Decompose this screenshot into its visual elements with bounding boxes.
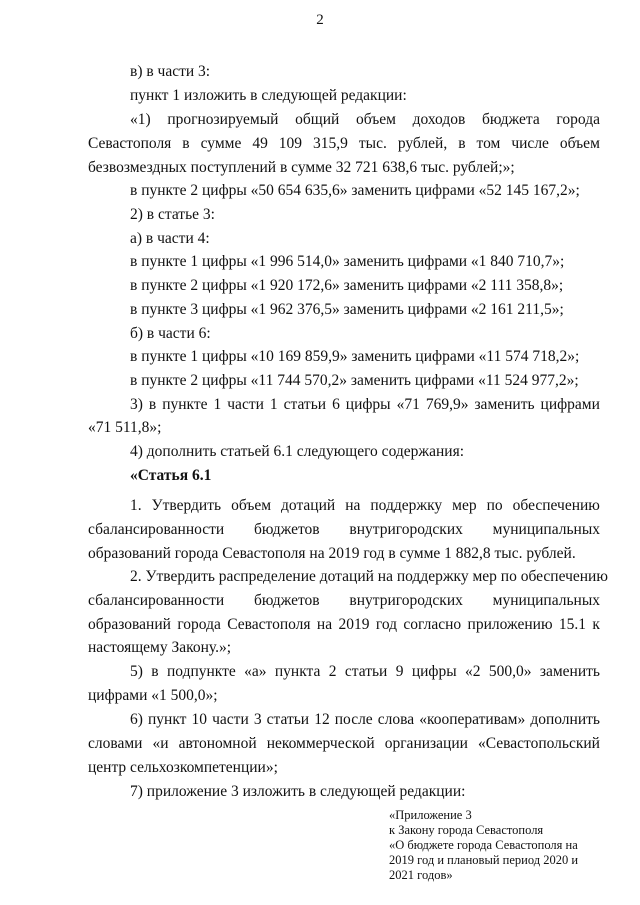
text-line xyxy=(130,496,600,515)
word: Утвердить xyxy=(151,497,222,514)
word: 3 xyxy=(253,711,262,728)
word: общий xyxy=(295,111,340,128)
word: «71 xyxy=(396,396,420,413)
page-number: 2 xyxy=(316,12,324,28)
word: «а» xyxy=(244,663,267,680)
word: цифры xyxy=(345,396,391,413)
text-line: 2) в статье 3: xyxy=(130,206,215,223)
word: 500,0» xyxy=(488,663,532,680)
word: объем xyxy=(355,111,396,128)
text-line xyxy=(130,662,600,681)
word: прогнозируемый xyxy=(167,111,279,128)
word: 6) xyxy=(130,711,143,728)
text-line xyxy=(130,395,600,414)
text-line: в) в части 3: xyxy=(130,63,211,80)
text-line: а) в части 4: xyxy=(130,230,210,247)
word: некоммерческой xyxy=(266,735,375,752)
word: 2019 xyxy=(338,616,370,633)
word: города xyxy=(556,111,600,128)
word: муниципальных xyxy=(492,592,600,609)
text-line: в пункте 2 цифры «50 654 635,6» заменить цифрами «52 145 167,2»; xyxy=(130,182,580,199)
word: в xyxy=(148,396,157,413)
word: цифрами xyxy=(540,396,600,413)
word: внутригородских xyxy=(349,521,463,538)
word: пункт xyxy=(148,711,187,728)
text-line xyxy=(88,734,600,753)
text-line: в пункте 3 цифры «1 962 376,5» заменить цифрами «2 161 211,5»; xyxy=(130,301,564,318)
word: после xyxy=(334,711,373,728)
word: 3) xyxy=(130,396,143,413)
text-line xyxy=(130,710,600,729)
word: 2 xyxy=(328,663,337,680)
word: 1 xyxy=(213,396,222,413)
word: 1 xyxy=(269,396,278,413)
word: статьи xyxy=(344,663,388,680)
article-heading: «Статья 6.1 xyxy=(130,467,212,484)
word: год xyxy=(375,616,398,633)
word: заменить xyxy=(539,663,600,680)
appendix-line: 2021 годов» xyxy=(389,868,453,882)
word: в xyxy=(458,135,466,152)
word: сбалансированности xyxy=(88,521,225,538)
word: объем xyxy=(231,497,272,514)
word: тыс. xyxy=(358,135,387,152)
text-line: пункт 1 изложить в следующей редакции: xyxy=(130,87,407,104)
word: 109 xyxy=(278,135,303,152)
word: 12 xyxy=(314,711,330,728)
word: части xyxy=(212,711,249,728)
text-line: центр сельхозкомпетенции»; xyxy=(88,759,278,776)
appendix-line: к Закону города Севастополя xyxy=(389,823,544,837)
appendix-line: «Приложение 3 xyxy=(389,808,472,822)
word: бюджетов xyxy=(254,592,320,609)
word: подпункте xyxy=(166,663,236,680)
word: слова xyxy=(377,711,415,728)
word: рублей, xyxy=(397,135,448,152)
text-line: в пункте 2 цифры «1 920 172,6» заменить цифрами «2 111 358,8»; xyxy=(130,277,564,294)
text-line: б) в части 6: xyxy=(130,325,211,342)
word: согласно xyxy=(403,616,462,633)
word: Севастополя xyxy=(227,616,311,633)
text-line: в пункте 1 цифры «10 169 859,9» заменить цифрами «11 574 718,2»; xyxy=(130,348,580,365)
text-line xyxy=(88,591,600,610)
word: мер xyxy=(452,497,477,514)
text-line: 2. Утвердить распределение дотаций на поддержку мер по обеспечению xyxy=(130,568,608,585)
text-line xyxy=(88,615,600,634)
word: доходов xyxy=(412,111,466,128)
word: 1. xyxy=(130,497,142,514)
word: образований xyxy=(88,616,171,633)
word: пункте xyxy=(162,396,208,413)
word: поддержку xyxy=(370,497,443,514)
word: 6 xyxy=(332,396,340,413)
appendix-line: 2019 год и плановый период 2020 и xyxy=(389,853,579,867)
word: внутригородских xyxy=(349,592,463,609)
word: 49 xyxy=(252,135,268,152)
word: пункта xyxy=(274,663,321,680)
word: заменить xyxy=(474,396,535,413)
text-line: цифрами «1 500,0»; xyxy=(88,687,218,704)
word: объем xyxy=(559,135,600,152)
word: «Севастопольский xyxy=(477,735,600,752)
word: города xyxy=(177,616,221,633)
word: 5) xyxy=(130,663,143,680)
word: статьи xyxy=(283,396,327,413)
text-line: «71 511,8»; xyxy=(88,419,162,436)
word: статьи xyxy=(266,711,310,728)
word: сумме xyxy=(200,135,242,152)
text-line xyxy=(130,110,600,129)
word: 769,9» xyxy=(425,396,469,413)
word: «1) xyxy=(130,111,151,128)
word: Севастополя xyxy=(88,135,172,152)
word: числе xyxy=(511,135,549,152)
text-line: образований города Севастополя на 2019 год в сумме 1 882,8 тыс. рублей. xyxy=(88,545,576,562)
word: автономной xyxy=(178,735,257,752)
word: приложению xyxy=(467,616,553,633)
word: «кооперативам» xyxy=(419,711,526,728)
word: «2 xyxy=(464,663,481,680)
word: цифры xyxy=(411,663,457,680)
word: дополнить xyxy=(530,711,600,728)
word: «и xyxy=(152,735,169,752)
text-line: в пункте 1 цифры «1 996 514,0» заменить цифрами «1 840 710,7»; xyxy=(130,253,565,270)
word: 15.1 xyxy=(558,616,587,633)
word: части xyxy=(227,396,264,413)
word: на xyxy=(345,497,361,514)
text-line: 7) приложение 3 изложить в следующей редакции: xyxy=(130,783,466,800)
word: дотаций xyxy=(281,497,336,514)
word: к xyxy=(592,616,600,633)
word: обеспечению xyxy=(512,497,600,514)
word: по xyxy=(486,497,503,514)
text-line xyxy=(88,520,600,539)
word: 10 xyxy=(191,711,208,728)
word: организации xyxy=(384,735,468,752)
word: муниципальных xyxy=(492,521,600,538)
text-line xyxy=(88,134,600,153)
word: на xyxy=(316,616,333,633)
text-line: в пункте 2 цифры «11 744 570,2» заменить цифрами «11 524 977,2»; xyxy=(130,372,579,389)
word: в xyxy=(151,663,159,680)
word: в xyxy=(182,135,190,152)
word: том xyxy=(476,135,501,152)
text-line: настоящему Закону.»; xyxy=(88,639,232,656)
word: бюджетов xyxy=(254,521,320,538)
word: сбалансированности xyxy=(88,592,225,609)
text-line: 4) дополнить статьей 6.1 следующего содержания: xyxy=(130,443,464,460)
word: 315,9 xyxy=(313,135,348,152)
word: бюджета xyxy=(481,111,540,128)
text-line: безвозмездных поступлений в сумме 32 721 638,6 тыс. рублей;»; xyxy=(88,159,515,176)
word: словами xyxy=(88,735,143,752)
appendix-line: «О бюджете города Севастополя на xyxy=(389,838,578,852)
word: 9 xyxy=(395,663,404,680)
